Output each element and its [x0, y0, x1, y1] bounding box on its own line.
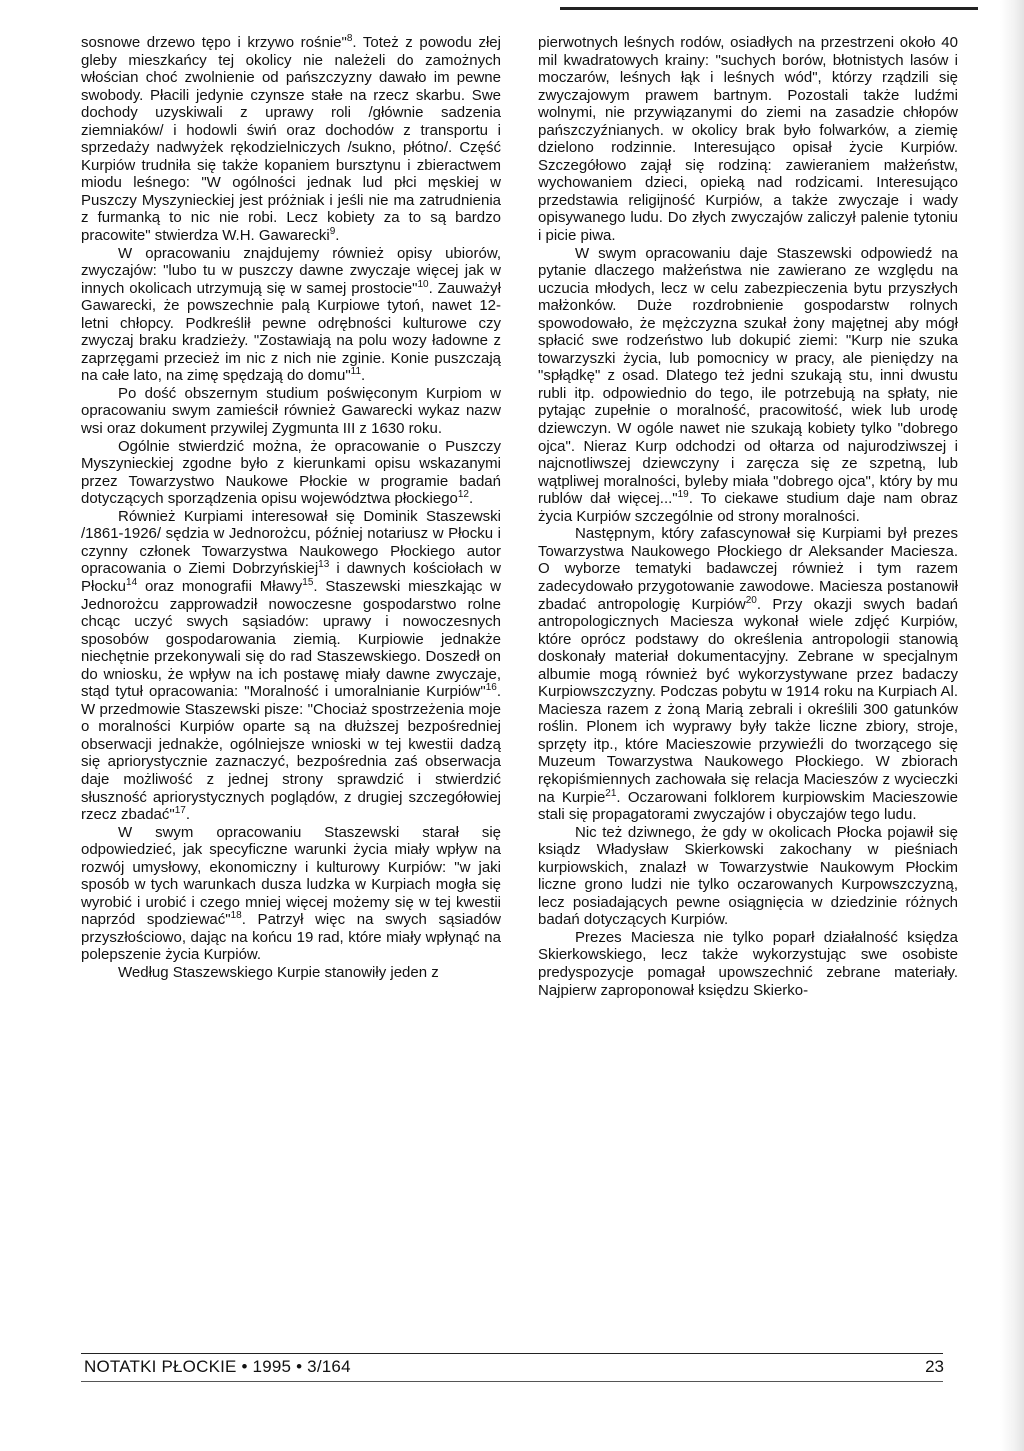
footnote-ref: 21 — [605, 787, 617, 799]
text: . Przy okazji swych badań antropologicznych Maciesza wykonał wiele zdjęć Kurpiów, które oprócz podstawy do określenia antropologii stanowią doskonały materiał dokumentacyjny. Zebrane w specjalnym albumie mogą również być wykorzystywane przez badaczy Kurpiowszczyzny. Podczas pobytu w 1914 roku na Kurpiach Al. Maciesza razem z żoną Marią zebrali i określili 300 gatunków roślin. Plonem ich wyprawy były także liczne zbiory, stroje, sprzęty itp., które Macieszowie przywieźli do tworzącego się Muzeum Towarzystwa Naukowego Płockiego. W zbiorach rękopiśmiennych zachowała się relacja Macieszów z wycieczki na Kurpie — [538, 595, 959, 806]
text: . Patrzył więc na swych sąsiadów przyszłościowo, dając na końcu 19 rad, które miały wpłynąć na polepszenie życia Kurpiów. — [81, 911, 502, 964]
text: . Oczarowani folklorem kurpiowskim Macieszowie stali się propagatorami zwyczajów i obyczajów tego ludu. — [538, 788, 958, 824]
footnote-ref: 15 — [302, 576, 314, 588]
text: Po dość obszernym studium poświęconym Kurpiom w opracowaniu swym zamieścił również Gawarecki wykaz nazw wsi oraz dokument przywilej Zygmunta III z 1630 roku. — [81, 384, 501, 438]
text: W opracowaniu znajdujemy również opisy ubiorów, zwyczajów: "lubo tu w puszczy dawne zwyczaje więcej jak w innych okolicach utrzymują się w samej prostocie" — [81, 244, 501, 297]
left-column — [81, 34, 501, 982]
footnote-ref: 14 — [126, 576, 138, 588]
footer-underline — [81, 1381, 943, 1382]
text: . To ciekawe studium daje nam obraz życia Kurpiów szczególnie od strony moralności. — [538, 490, 958, 525]
footnote-ref: 9 — [329, 226, 336, 238]
text: i dawnych kościołach w Płocku — [81, 560, 501, 595]
footnote-ref: 8 — [346, 33, 353, 44]
footnote-ref: 10 — [417, 278, 429, 290]
paragraph — [538, 245, 958, 526]
paragraph — [538, 929, 958, 999]
footnote-ref: 12 — [457, 489, 469, 501]
text: Nic też dziwnego, że gdy w okolicach Płocka pojawił się ksiądz Władysław Skierkowski zakochany w pieśniach kurpiowskich, znalazł w Towarzystwie Naukowym Płockim liczne grono ludzi nie tylko oczarowanych Kurpowszczyzną, lecz posiadających pewne osiągnięcia w dziedzinie różnych badań dotyczących Kurpiów. — [538, 823, 958, 929]
paragraph — [81, 34, 501, 245]
text: . Staszewski mieszkając w Jednorożcu zapprowadził nowoczesne gospodarstwo rolne chcąc uczyć swych sąsiadów: uprawy i nowoczesnych sposobów gospodarowania ziemią. Kurpiowie jednakże niechętnie przekonywali się do rad Staszewskiego. Doszedł on do wniosku, że wpływ na ich postawę miały dawne zwyczaje, stąd tytuł opracowania: "Moralność i umoralnianie Kurpiów" — [81, 577, 501, 701]
paragraph — [538, 34, 958, 245]
text: . Zauważył Gawarecki, że powszechnie palą Kurpiowe tytoń, nawet 12-letni chłopcy. Podkreślił pewne odrębności kulturowe czy zwyczaj braku kradzieży. "Zostawiają na polu wozy ładowne z zaprzęgami przecież im nic z nich nie zginie. Konie puszczają na całe lato, na zimę spędzają do domu" — [81, 279, 501, 385]
text: Prezes Maciesza nie tylko poparł działalność księdza Skierkowskiego, lecz także wykorzystując swe osobiste predyspozycje pomagał upowszechnić zebrane materiały. Najpierw zaproponował księdzu Skierko- — [538, 928, 958, 999]
footnote-ref: 20 — [745, 594, 757, 606]
footnote-ref: 13 — [318, 559, 330, 571]
paragraph — [538, 525, 958, 823]
footnote-ref: 19 — [677, 489, 689, 501]
page-number: 23 — [925, 1357, 944, 1376]
text: . — [469, 490, 474, 508]
text: W swym opracowaniu Staszewski starał się odpowiedzieć, jak specyficzne warunki życia miały wpływ na rozwój umysłowy, ekonomiczny i kulturowy Kurpiów: "w jaki sposób w tych warunkach dusza ludzka w Kurpiach mogła się wyrobić i urobić i czego mniej więcej możemy się w tej kwestii naprzód spodziewać" — [81, 823, 501, 929]
text: pierwotnych leśnych rodów, osiadłych na przestrzeni około 40 mil kwadratowych krainy: "suchych borów, błotnistych lasów i moczarów, leśnych łąk i leśnych wód", którzy rządzili się zwyczajowym prawem bartnym. Pozostali także ludźmi wolnymi, nie przywiązanymi do ziemi na zasadzie chłopów pańszczyźnianych. w okolicy brak było folwarków, a ziemię dzielono rodzinnie. Interesująco opisał życie Kurpiów. Szczegółowo zajął się rodziną: zawieraniem małżeństw, wychowaniem dzieci, opieką nad rodzicami. Interesująco przedstawia religijność Kurpiów, a także zwyczaje i wady opisywanego ludu. Do złych zwyczajów zaliczył palenie tytoniu i picie piwa. — [538, 34, 958, 245]
paragraph — [538, 824, 958, 929]
paragraph — [81, 824, 501, 964]
text: Ogólnie stwierdzić można, że opracowanie o Puszczy Myszynieckiej zgodne było z kierunkami opisu wskazanymi przez Towarzystwo Naukowe Płockie w programie badań dotyczących sporządzenia opisu województwa płockiego — [81, 437, 501, 508]
right-column — [538, 34, 958, 999]
text: . W przedmowie Staszewski pisze: "Chociaż spostrzeżenia moje o moralności Kurpiów oparte są na dłuższej bezpośredniej obserwacji jednakże, ogólniejsze wnioski w tej kwestii dadzą się apriorystycznie zaznaczyć, bezpośrednia zaś obserwacja daje możliwość z jednej strony sprawdzić i stwierdzić słuszność apriorystycznych poglądów, z drugiej szczegółowiej rzecz zbadać" — [81, 683, 501, 824]
top-rule — [560, 7, 978, 10]
footnote-ref: 11 — [350, 366, 362, 378]
text: Według Staszewskiego Kurpie stanowiły jeden z — [118, 963, 439, 981]
footnote-ref: 17 — [174, 805, 186, 817]
text: sosnowe drzewo tępo i krzywo rośnie" — [81, 34, 347, 51]
text: Następnym, który zafascynował się Kurpiami był prezes Towarzystwa Naukowego Płockiego dr Aleksander Maciesza. O wyborze tematyki badawczej również i tym razem zadecydowało przygotowanie zawodowe. Maciesza postanowił zbadać antropologię Kurpiów — [538, 525, 958, 613]
paragraph — [81, 385, 501, 438]
footer-rule — [81, 1353, 943, 1354]
paragraph — [81, 245, 501, 385]
text: . Toteż z powodu złej gleby mieszkańcy tej okolicy nie należeli do zamożnych włościan choć zwolnienie od pańszczyzny dawało im pewne swobody. Płacili jedynie czynsze stałe na rzecz skarbu. Swe dochody uzyskiwali z uprawy roli /głównie sadzenia ziemniaków/ i hodowli świń oraz dochodów z transportu i sprzedaży nadwyżek rękodzielniczych /sukno, płótno/. Część Kurpiów trudniła się także kopaniem bursztynu i zbieractwem miodu leśnego: "W ogólności jednak lud płci męskiej w Puszczy Myszynieckiej jest próżniak i jeśli nie ma zatrudnienia z furmanką to nic nie robi. Lecz kobiety za to są bardzo pracowite" stwierdza W.H. Gawarecki — [81, 34, 501, 245]
footnote-ref: 16 — [485, 682, 497, 694]
text: oraz monografii Mławy — [137, 577, 303, 595]
text: . — [335, 227, 340, 245]
text: W swym opracowaniu daje Staszewski odpowiedź na pytanie dlaczego małżeństwa nie zawierano ze względu na uczucia młodych, lecz w celu zabezpieczenia bytu przyszłych małżonków. Duże rozdrobnienie gospodarstw rolnych spowodowało, że mężczyzna szukał żony majętnej aby mógł spłacić swe rodzeństwo lub dokupić ziemi: "Kurp nie szuka towarzyszki życia, lub pomocnicy w pracy, ale pieniędzy na "spłądkę" z osad. Dlatego też jedni szukają stu, inni dwustu rubli itp. odpowiednio do tego, ile potrzebują na spłaty, nie pytając zupełnie o moralność, pracowitość, wiek lub urodę dziewczyn. W ogóle nawet nie szukają kobiety tylko "dobrego ojca". Nieraz Kurp odchodzi od ołtarza od najurodziwszej i najcnotliwszej dziewczyny i zaręcza się ze szpetną, lub wątpliwej moralności, byleby miała "dobrego ojca", który by mu rublów dał więcej..." — [538, 244, 958, 508]
text: Również Kurpiami interesował się Dominik Staszewski /1861-1926/ sędzia w Jednorożcu, później notariusz w Płocku i czynny członek Towarzystwa Naukowego Płockiego autor opracowania o Ziemi Dobrzyńskiej — [81, 507, 501, 578]
journal-footer: NOTATKI PŁOCKIE • 1995 • 3/164 — [84, 1357, 351, 1376]
page-edge-shadow — [1000, 0, 1024, 1451]
text: . — [361, 367, 366, 385]
paragraph — [81, 964, 501, 982]
footnote-ref: 18 — [230, 910, 242, 922]
text: . — [185, 806, 190, 824]
paragraph — [81, 438, 501, 508]
paragraph — [81, 508, 501, 824]
